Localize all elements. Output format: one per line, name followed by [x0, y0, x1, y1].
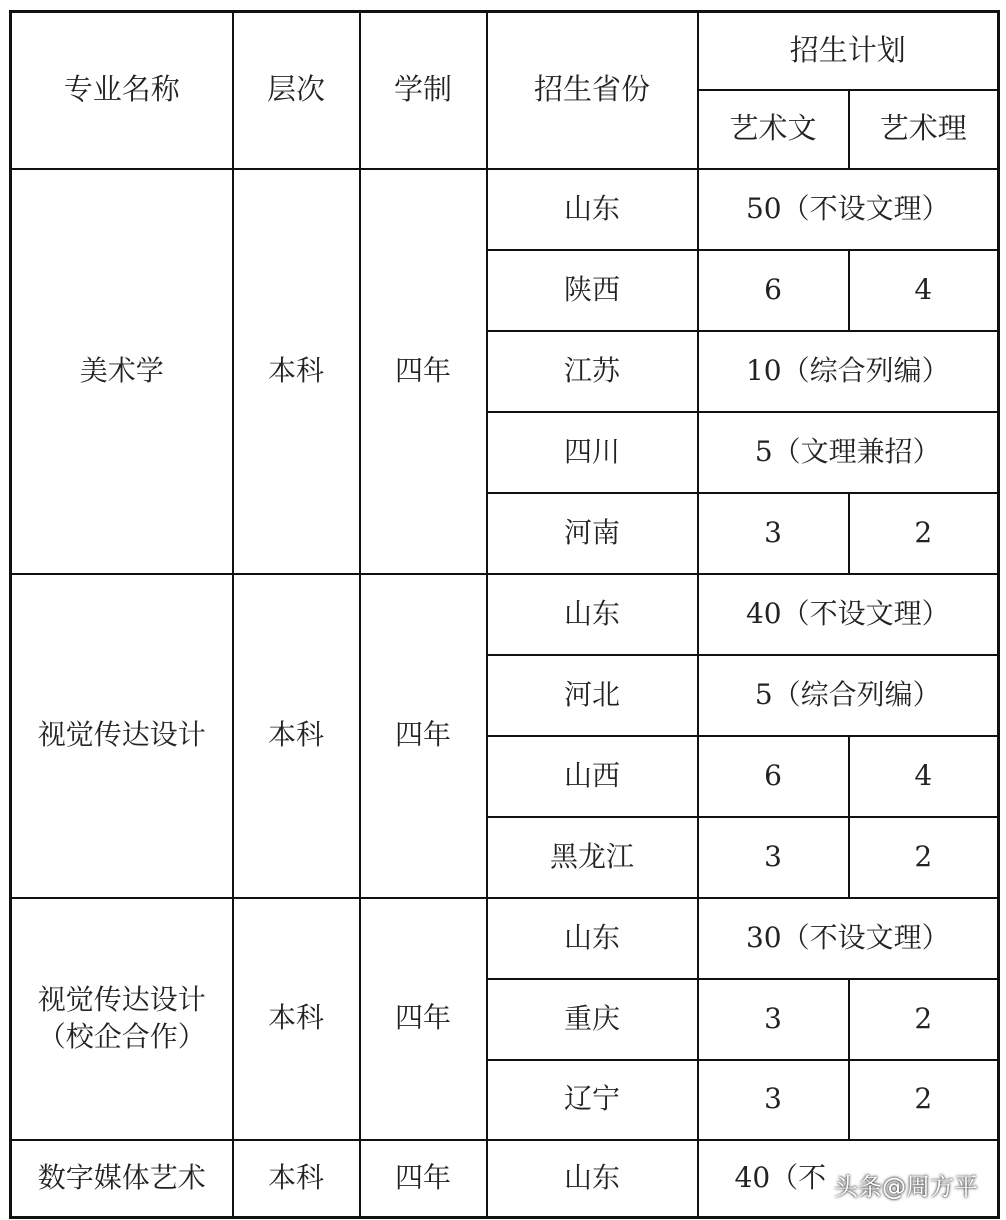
plan-liberal-cell: 6	[698, 736, 849, 817]
plan-merged-cell: 10（综合列编）	[698, 331, 999, 412]
plan-science-cell: 4	[849, 250, 999, 331]
province-cell: 江苏	[487, 331, 698, 412]
plan-merged-cell: 30（不设文理）	[698, 898, 999, 979]
table-wrapper	[9, 10, 997, 1215]
header-level: 层次	[233, 12, 360, 169]
province-cell: 河北	[487, 655, 698, 736]
province-cell: 山东	[487, 574, 698, 655]
province-cell: 辽宁	[487, 1060, 698, 1140]
major-line-1: 视觉传达设计	[37, 983, 206, 1017]
level-cell: 本科	[233, 1140, 360, 1218]
major-cell: 视觉传达设计	[11, 574, 233, 898]
major-cell: 数字媒体艺术	[11, 1140, 233, 1218]
plan-merged-cell: 40（不设文理）	[698, 574, 999, 655]
table-row	[11, 898, 999, 979]
duration-cell: 四年	[360, 169, 487, 574]
province-cell: 山西	[487, 736, 698, 817]
plan-merged-cell: 40（不	[698, 1140, 999, 1218]
province-cell: 河南	[487, 493, 698, 574]
table-row	[11, 574, 999, 655]
province-cell: 四川	[487, 412, 698, 493]
plan-liberal-cell: 3	[698, 493, 849, 574]
plan-science-cell: 2	[849, 1060, 999, 1140]
major-cell: 美术学	[11, 169, 233, 574]
level-cell: 本科	[233, 169, 360, 574]
duration-cell: 四年	[360, 574, 487, 898]
province-cell: 山东	[487, 898, 698, 979]
plan-merged-cell: 5（文理兼招）	[698, 412, 999, 493]
province-cell: 重庆	[487, 979, 698, 1060]
header-art-liberal: 艺术文	[698, 90, 849, 169]
table-row	[11, 169, 999, 250]
plan-liberal-cell: 3	[698, 817, 849, 898]
major-cell	[11, 898, 233, 1140]
header-art-science: 艺术理	[849, 90, 999, 169]
duration-cell: 四年	[360, 1140, 487, 1218]
level-cell: 本科	[233, 898, 360, 1140]
plan-science-cell: 4	[849, 736, 999, 817]
major-line-2: （校企合作）	[37, 1019, 206, 1053]
plan-merged-cell: 5（综合列编）	[698, 655, 999, 736]
plan-liberal-cell: 6	[698, 250, 849, 331]
header-province: 招生省份	[487, 12, 698, 169]
header-duration: 学制	[360, 12, 487, 169]
enrollment-plan-table	[9, 10, 1000, 1219]
duration-cell: 四年	[360, 898, 487, 1140]
plan-science-cell: 2	[849, 493, 999, 574]
province-cell: 黑龙江	[487, 817, 698, 898]
plan-liberal-cell: 3	[698, 979, 849, 1060]
level-cell: 本科	[233, 574, 360, 898]
plan-merged-cell: 50（不设文理）	[698, 169, 999, 250]
watermark-text: 头条@周方平	[834, 1173, 978, 1201]
header-major: 专业名称	[11, 12, 233, 169]
province-cell: 山东	[487, 1140, 698, 1218]
province-cell: 陕西	[487, 250, 698, 331]
plan-science-cell: 2	[849, 979, 999, 1060]
plan-science-cell: 2	[849, 817, 999, 898]
plan-liberal-cell: 3	[698, 1060, 849, 1140]
header-plan: 招生计划	[698, 12, 999, 90]
province-cell: 山东	[487, 169, 698, 250]
